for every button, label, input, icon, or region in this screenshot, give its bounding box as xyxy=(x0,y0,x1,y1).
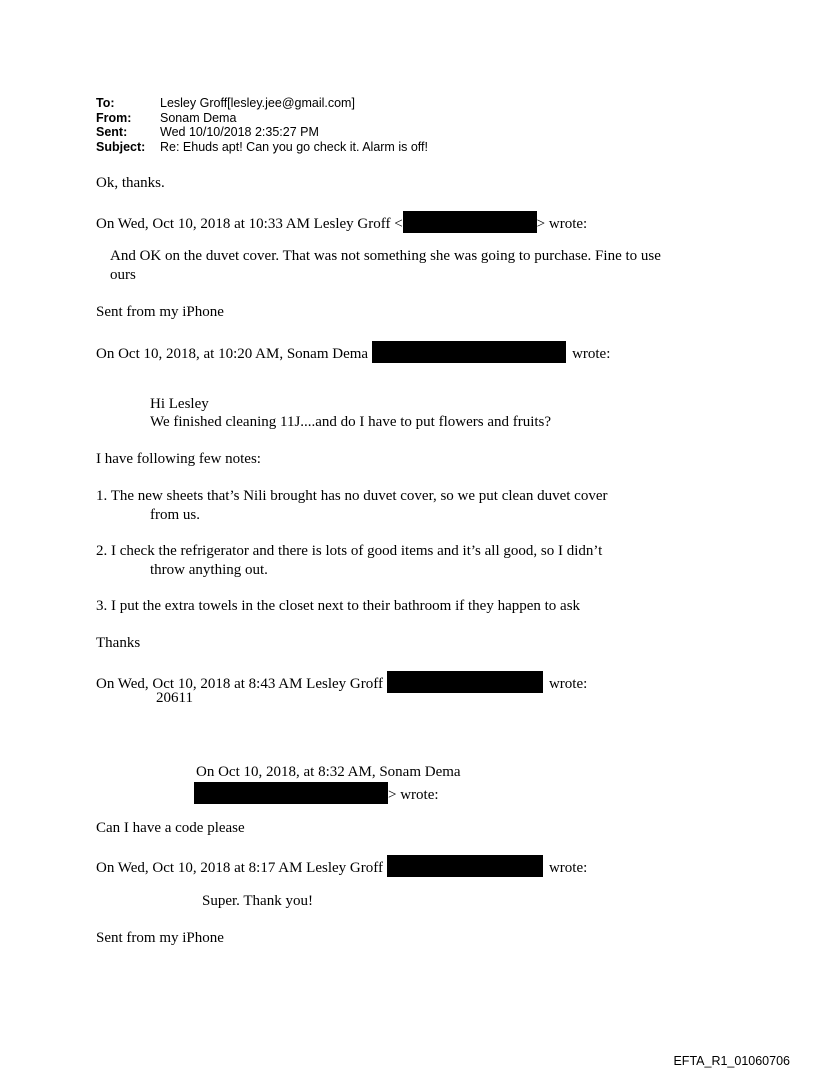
quote-header-3-prefix: On Wed, Oct 10, 2018 at 8:43 AM Lesley Groff xyxy=(96,676,383,692)
quote-header-1-prefix: On Wed, Oct 10, 2018 at 10:33 AM Lesley Groff < xyxy=(96,216,403,232)
redaction-box xyxy=(387,855,543,877)
quote-header-5 xyxy=(96,855,587,878)
to-value: Lesley Groff[lesley.jee@gmail.com] xyxy=(160,96,355,110)
quote-header-5-prefix: On Wed, Oct 10, 2018 at 8:17 AM Lesley Groff xyxy=(96,860,383,876)
finished-cleaning: We finished cleaning 11J....and do I have to put flowers and fruits? xyxy=(150,414,552,430)
to-row xyxy=(96,96,428,111)
quote-header-1 xyxy=(96,211,587,234)
duvet-line-2: ours xyxy=(110,267,136,283)
to-label: To: xyxy=(96,96,115,110)
sent-row xyxy=(96,125,428,140)
quote-header-4-suffix: > wrote: xyxy=(388,787,439,803)
greeting: Hi Lesley xyxy=(150,396,209,412)
from-label: From: xyxy=(96,110,132,125)
quote-header-2-suffix: wrote: xyxy=(572,346,611,362)
quote-header-1-suffix: > wrote: xyxy=(536,216,588,232)
duvet-line-1: And OK on the duvet cover. That was not something she was going to purchase. Fine to use xyxy=(110,248,661,264)
notes-intro: I have following few notes: xyxy=(96,451,261,467)
from-row xyxy=(96,111,428,126)
redaction-box xyxy=(372,341,566,363)
quote-header-2-prefix: On Oct 10, 2018, at 10:20 AM, Sonam Dema xyxy=(96,346,369,362)
super-thank-you: Super. Thank you! xyxy=(202,893,313,909)
redaction-box xyxy=(387,671,543,693)
note-1-line-1: 1. The new sheets that’s Nili brought has no duvet cover, so we put clean duvet cover xyxy=(96,488,608,504)
sent-value: Wed 10/10/2018 2:35:27 PM xyxy=(160,125,319,139)
note-2-line-2: throw anything out. xyxy=(150,562,268,578)
sent-from-iphone-1: Sent from my iPhone xyxy=(96,304,224,320)
document-id: EFTA_R1_01060706 xyxy=(673,1054,790,1068)
subject-row xyxy=(96,140,428,155)
subject-value: Re: Ehuds apt! Can you go check it. Alarm is off! xyxy=(160,139,428,154)
from-value: Sonam Dema xyxy=(160,110,237,125)
subject-label: Subject: xyxy=(96,139,146,154)
quote-header-2 xyxy=(96,341,610,364)
quote-header-4-line-2 xyxy=(194,782,439,805)
note-3: 3. I put the extra towels in the closet next to their bathroom if they happen to ask xyxy=(96,598,581,614)
sent-label: Sent: xyxy=(96,125,128,139)
redaction-box xyxy=(403,211,537,233)
sent-from-iphone-2: Sent from my iPhone xyxy=(96,930,224,946)
thanks: Thanks xyxy=(96,635,141,651)
note-1-line-2: from us. xyxy=(150,507,200,523)
alarm-code: 20611 xyxy=(156,690,193,706)
quote-header-3-suffix: wrote: xyxy=(548,676,588,692)
reply-ok-thanks: Ok, thanks. xyxy=(96,175,165,191)
note-2-line-1: 2. I check the refrigerator and there is lots of good items and it’s all good, so I didn’t xyxy=(96,543,603,559)
quote-header-5-suffix: wrote: xyxy=(548,860,588,876)
code-request: Can I have a code please xyxy=(96,820,245,836)
redaction-box xyxy=(194,782,388,804)
email-header xyxy=(96,96,428,154)
quote-header-4-line-1: On Oct 10, 2018, at 8:32 AM, Sonam Dema xyxy=(196,764,461,780)
